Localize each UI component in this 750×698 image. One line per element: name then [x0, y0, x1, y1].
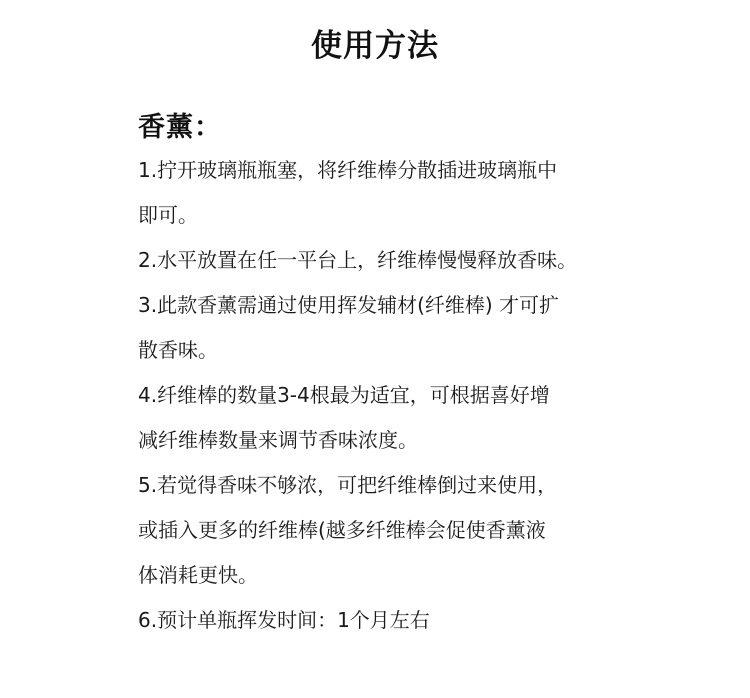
instruction-line-4-cont: 减纤维棒数量来调节香味浓度。	[138, 428, 418, 452]
instruction-line-6: 6.预计单瓶挥发时间：1个月左右	[138, 608, 430, 632]
page-title: 使用方法	[311, 28, 439, 64]
instruction-line-1: 1.拧开玻璃瓶瓶塞，将纤维棒分散插进玻璃瓶中	[138, 158, 558, 182]
instruction-line-3: 3.此款香薰需通过使用挥发辅材(纤维棒) 才可扩	[138, 293, 560, 317]
instruction-line-5: 5.若觉得香味不够浓，可把纤维棒倒过来使用，	[138, 473, 558, 497]
instruction-line-2: 2.水平放置在任一平台上，纤维棒慢慢释放香味。	[138, 248, 578, 272]
instruction-line-3-cont: 散香味。	[138, 338, 218, 362]
section-heading: 香薰：	[138, 112, 222, 143]
instruction-line-5-cont-2: 体消耗更快。	[138, 563, 258, 587]
instruction-line-1-cont: 即可。	[138, 203, 198, 227]
instruction-line-4: 4.纤维棒的数量3-4根最为适宜，可根据喜好增	[138, 383, 550, 407]
instruction-line-5-cont: 或插入更多的纤维棒(越多纤维棒会促使香薰液	[138, 518, 546, 542]
instruction-list	[138, 148, 628, 643]
